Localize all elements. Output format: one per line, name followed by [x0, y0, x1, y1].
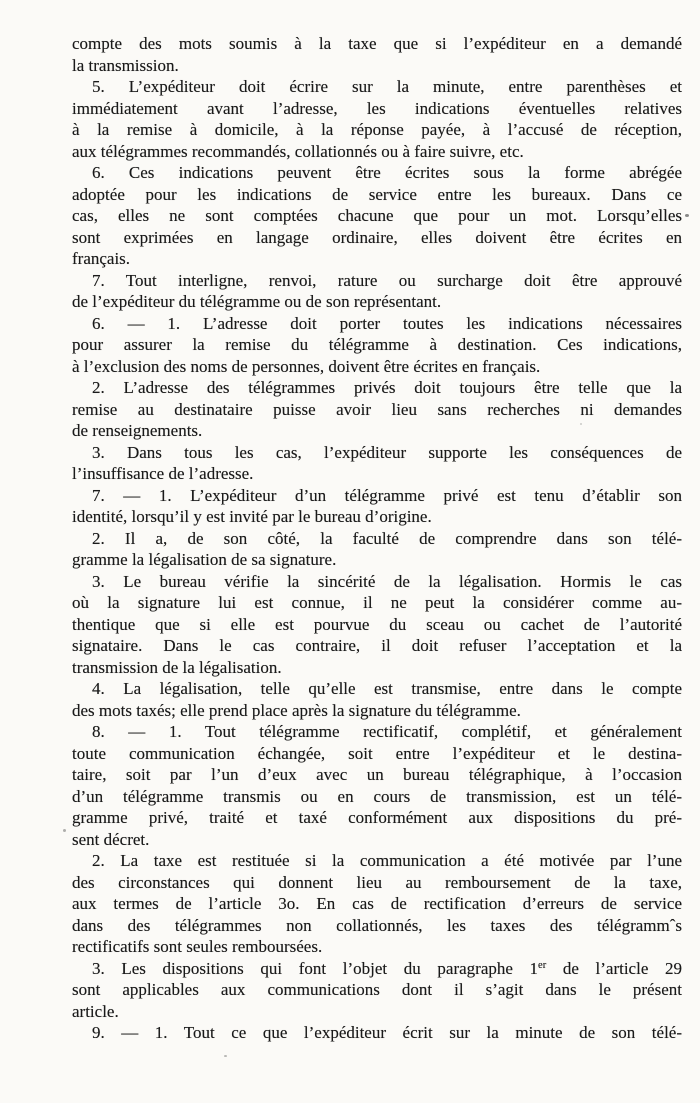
text-line: 8. — 1. Tout télégramme rectificatif, complétif, et généralement [92, 722, 682, 741]
text-line: aux termes de l’article 3o. En cas de rectification d’erreurs de service [72, 894, 682, 913]
paragraph [72, 270, 682, 313]
text-line: 9. — 1. Tout ce que l’expéditeur écrit sur la minute de son télé- [92, 1023, 682, 1042]
text-line: à la remise à domicile, à la réponse payée, à l’accusé de réception, [72, 120, 682, 139]
text-line: identité, lorsqu’il y est invité par le bureau d’origine. [72, 507, 432, 526]
paragraph [72, 1022, 682, 1044]
text-line: la transmission. [72, 55, 179, 75]
text-line: où la signature lui est connue, il ne peut la considérer comme au- [72, 593, 682, 612]
text-line: gramme privé, traité et taxé conformément aux dispositions du pré- [72, 808, 682, 827]
text-line: taire, soit par l’un d’eux avec un bureau télégraphique, à l’occasion [72, 765, 682, 784]
scan-speck [63, 829, 66, 832]
scan-speck [580, 423, 582, 425]
text-line: toute communication échangée, soit entre l’expéditeur et le destina- [72, 743, 682, 763]
paragraph [72, 528, 682, 571]
text-line: adoptée pour les indications de service entre les bureaux. Dans ce [72, 184, 682, 204]
text-line: à l’exclusion des noms de personnes, doivent être écrites en français. [72, 356, 541, 376]
text-line: dans des télégrammes non collationnés, les taxes des télégrammˆs [72, 915, 682, 935]
text-line: article. [72, 1001, 119, 1021]
text-line: 2. L’adresse des télégrammes privés doit toujours être telle que la [92, 378, 682, 397]
text-line: 2. Il a, de son côté, la faculté de comprendre dans son télé- [92, 528, 682, 548]
text-line: 7. — 1. L’expéditeur d’un télégramme privé est tenu d’établir son [92, 485, 682, 505]
text-line: 3. Le bureau vérifie la sincérité de la légalisation. Hormis le cas [92, 571, 682, 591]
text-segment: 3. Les dispositions qui font l’objet du paragraphe 1 [92, 958, 539, 978]
text-line: rectificatifs sont seules remboursées. [72, 937, 323, 956]
text-line: sent décret. [72, 829, 150, 849]
text-line: des circonstances qui donnent lieu au remboursement de la taxe, [72, 872, 682, 892]
text-line: français. [72, 249, 131, 268]
text-line: sont applicables aux communications dont il s’agit dans le présent [72, 980, 682, 999]
text-line: aux télégrammes recommandés, collationnés ou à faire suivre, etc. [72, 141, 524, 161]
text-line: pour assurer la remise du télégramme à destination. Ces indications, [72, 335, 682, 354]
text-line: signataire. Dans le cas contraire, il doit refuser l’acceptation et la [72, 636, 682, 655]
scan-speck [224, 1055, 227, 1057]
text-line: 2. La taxe est restituée si la communication a été motivée par l’une [92, 851, 682, 870]
text-line: des mots taxés; elle prend place après la signature du télégramme. [72, 700, 521, 720]
text-line: remise au destinataire puisse avoir lieu sans recherches ni demandes [72, 399, 682, 419]
text-line: 6. — 1. L’adresse doit porter toutes les indications nécessaires [92, 313, 682, 333]
paragraph [72, 377, 682, 442]
paragraph [72, 76, 682, 162]
paragraph [72, 485, 682, 528]
text-line [72, 958, 682, 980]
text-line: immédiatement avant l’adresse, les indications éventuelles relatives [72, 98, 682, 118]
paragraph [72, 162, 682, 270]
text-line: 6. Ces indications peuvent être écrites sous la forme abrégée [92, 163, 682, 182]
text-line: 3. Dans tous les cas, l’expéditeur supporte les conséquences de [92, 442, 682, 462]
text-line: l’insuffisance de l’adresse. [72, 464, 254, 483]
text-line: gramme la légalisation de sa signature. [72, 550, 337, 569]
paragraph [72, 678, 682, 721]
paragraph [72, 313, 682, 378]
text-line: 4. La légalisation, telle qu’elle est transmise, entre dans le compte [92, 679, 682, 698]
text-line: transmission de la légalisation. [72, 657, 282, 677]
text-line: de l’expéditeur du télégramme ou de son représentant. [72, 292, 442, 311]
superscript-ordinal: er [538, 959, 547, 971]
text-line: 7. Tout interligne, renvoi, rature ou surcharge doit être approuvé [92, 270, 682, 290]
paragraph [72, 958, 682, 1023]
paragraph [72, 850, 682, 958]
text-line: compte des mots soumis à la taxe que si l’expéditeur en a demandé [72, 34, 682, 53]
scan-speck [675, 326, 677, 328]
page-text [72, 33, 682, 1044]
text-line: 5. L’expéditeur doit écrire sur la minute, entre parenthèses et [92, 77, 682, 96]
paragraph [72, 721, 682, 850]
paragraph [72, 571, 682, 679]
text-segment: de l’article 29 [546, 958, 682, 978]
scan-speck [685, 214, 689, 217]
text-line: thentique que si elle est pourvue du sceau ou cachet de l’autorité [72, 614, 682, 634]
text-line: de renseignements. [72, 421, 203, 440]
paragraph [72, 33, 682, 76]
text-line: sont exprimées en langage ordinaire, elles doivent être écrites en [72, 227, 682, 247]
text-line: d’un télégramme transmis ou en cours de transmission, est un télé- [72, 786, 682, 806]
paragraph [72, 442, 682, 485]
text-line: cas, elles ne sont comptées chacune que pour un mot. Lorsqu’elles [72, 206, 682, 225]
